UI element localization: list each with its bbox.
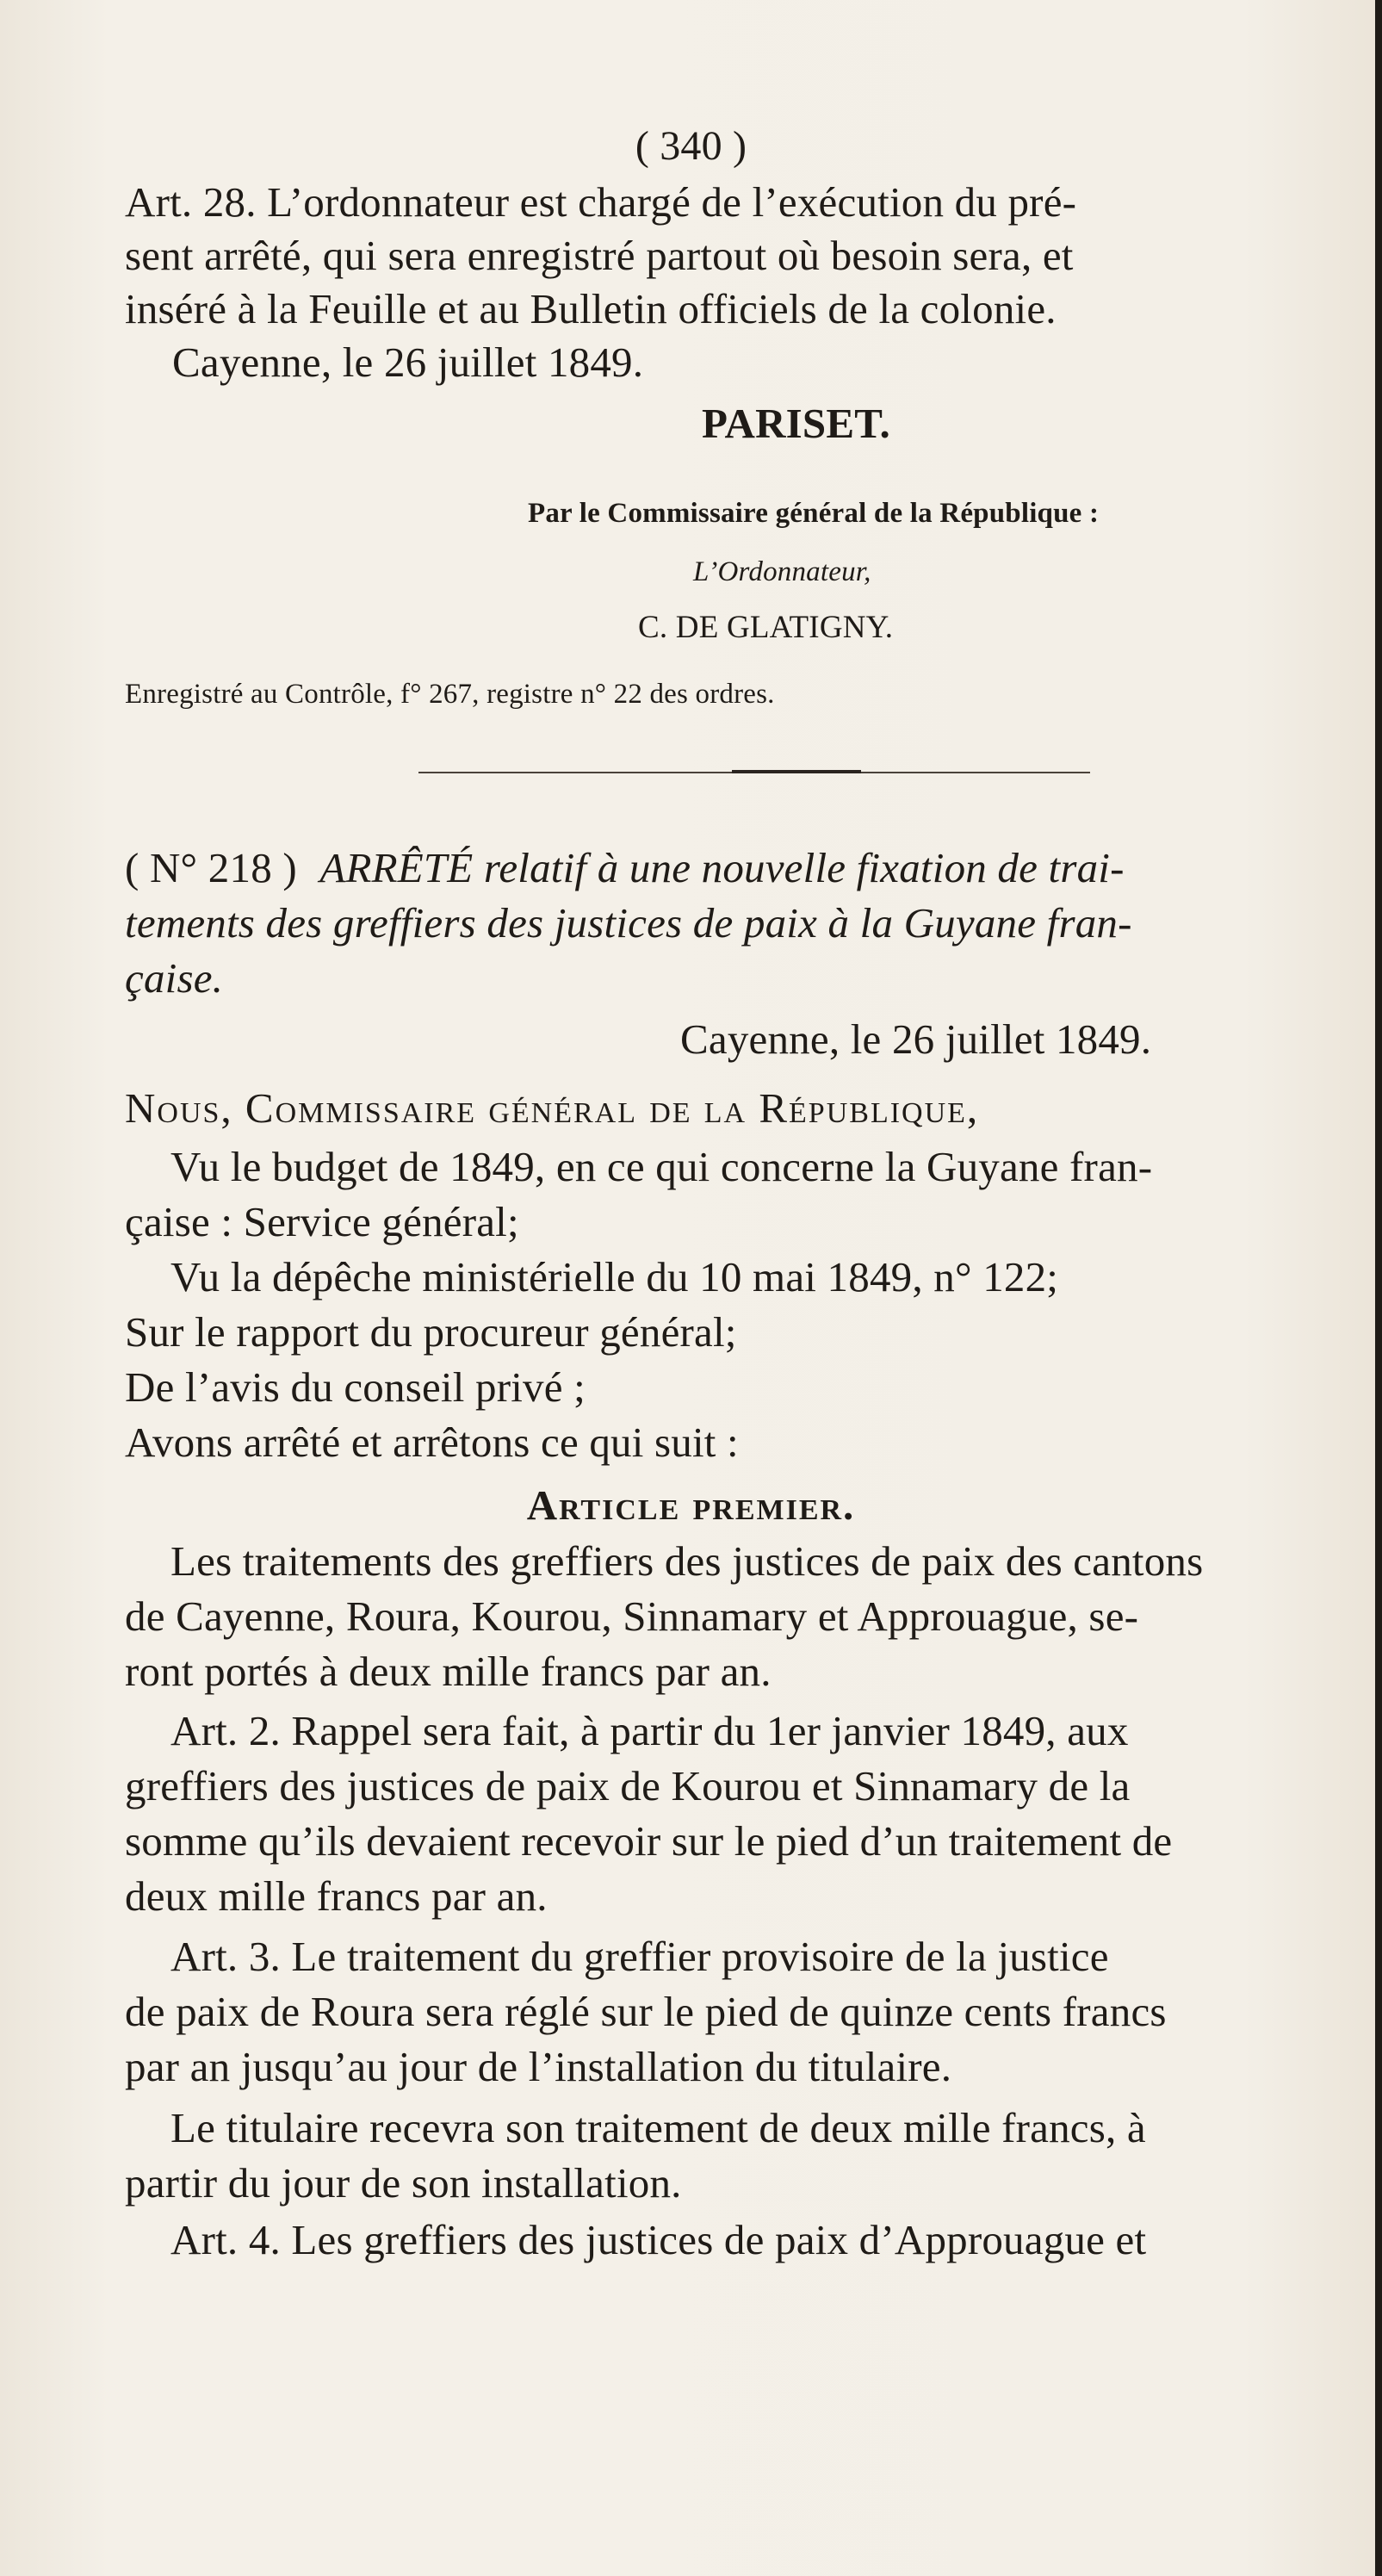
avis-line: De l’avis du conseil privé ; bbox=[125, 1363, 586, 1411]
arrete-title-line1 bbox=[125, 844, 1125, 891]
arrete-date: Cayenne, le 26 juillet 1849. bbox=[680, 1015, 1152, 1063]
art2-line3: somme qu’ils devaient recevoir sur le pied d’un traitement de bbox=[125, 1817, 1173, 1865]
article-premier-heading: Article premier. bbox=[526, 1481, 856, 1529]
page-number: ( 340 ) bbox=[635, 123, 747, 169]
art1-line1: Les traitements des greffiers des justices de paix des cantons bbox=[170, 1537, 1204, 1585]
authority-line: Par le Commissaire général de la République : bbox=[528, 498, 1100, 529]
avons-line: Avons arrêté et arrêtons ce qui suit : bbox=[125, 1418, 739, 1466]
vu-budget-line1: Vu le budget de 1849, en ce qui concerne la Guyane fran- bbox=[170, 1143, 1153, 1190]
vu-budget-line2: çaise : Service général; bbox=[125, 1198, 519, 1245]
arrete-title-line2: tements des greffiers des justices de paix à la Guyane fran- bbox=[125, 899, 1132, 947]
rapport-line: Sur le rapport du procureur général; bbox=[125, 1308, 737, 1356]
arrete-title-text: ARRÊTÉ relatif à une nouvelle fixation de trai- bbox=[319, 844, 1125, 891]
art2-line4: deux mille francs par an. bbox=[125, 1872, 548, 1920]
registry-line: Enregistré au Contrôle, f° 267, registre n° 22 des ordres. bbox=[125, 679, 775, 710]
arrete-number: ( N° 218 ) bbox=[125, 844, 297, 891]
vu-depeche-line: Vu la dépêche ministérielle du 10 mai 1849, n° 122; bbox=[170, 1253, 1059, 1300]
section-divider-emphasis bbox=[732, 770, 861, 773]
date-line: Cayenne, le 26 juillet 1849. bbox=[172, 338, 644, 386]
art1-line3: ront portés à deux mille francs par an. bbox=[125, 1648, 772, 1695]
arrete-title-line3: çaise. bbox=[125, 954, 224, 1002]
ordonnateur-role: L’Ordonnateur, bbox=[693, 556, 871, 587]
intro-line: Nous, Commissaire général de la République, bbox=[125, 1084, 980, 1132]
art4-line1: Art. 4. Les greffiers des justices de paix d’Approuague et bbox=[170, 2216, 1147, 2263]
art3-line2: de paix de Roura sera réglé sur le pied de quinze cents francs bbox=[125, 1988, 1167, 2035]
art3-line5: partir du jour de son installation. bbox=[125, 2159, 682, 2207]
art28-line3: inséré à la Feuille et au Bulletin officiels de la colonie. bbox=[125, 285, 1057, 332]
art3-line1: Art. 3. Le traitement du greffier provisoire de la justice bbox=[170, 1933, 1109, 1980]
art2-line2: greffiers des justices de paix de Kourou et Sinnamary de la bbox=[125, 1762, 1131, 1809]
art3-line4: Le titulaire recevra son traitement de deux mille francs, à bbox=[170, 2104, 1146, 2151]
art3-line3: par an jusqu’au jour de l’installation du titulaire. bbox=[125, 2043, 952, 2090]
signature-glatigny: C. DE GLATIGNY. bbox=[638, 610, 894, 645]
art1-line2: de Cayenne, Roura, Kourou, Sinnamary et Approuague, se- bbox=[125, 1592, 1139, 1640]
art28-line1: Art. 28. L’ordonnateur est chargé de l’exécution du pré- bbox=[125, 178, 1077, 226]
signature-pariset: PARISET. bbox=[702, 400, 890, 447]
art2-line1: Art. 2. Rappel sera fait, à partir du 1er janvier 1849, aux bbox=[170, 1707, 1129, 1754]
art28-line2: sent arrêté, qui sera enregistré partout où besoin sera, et bbox=[125, 232, 1074, 279]
